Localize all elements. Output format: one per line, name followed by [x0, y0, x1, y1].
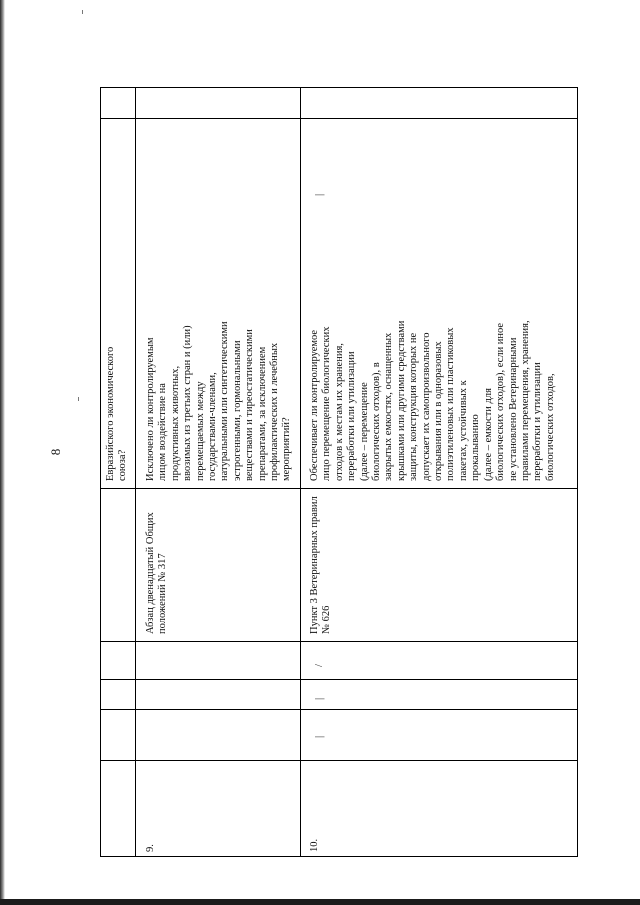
scan-edge-bottom: [0, 899, 640, 905]
column-divider: [101, 488, 577, 489]
row-question: Исключено ли контролируемым лицом воздействие на продуктивных животных, ввозимых из третьих стран и (или) перемещаемых между государствами-членами, натуральными или синтетическими эстрогенными, гормональными веществами и тиреостатическими препаратами, за исключением профилактических и лечебных мероприятий?: [145, 321, 293, 481]
scan-speck: [78, 397, 79, 401]
row-question: Обеспечивает ли контролируемое лицо перемещение биологических отходов к местам их хранения, переработки или утилизации (далее – перемещение биологических отходов), в закрытых емкостях, оснащенных крышками или другими средствами защиты, конструкция которых не допускает их самопроизвольного открывания или в одноразовых полиэтиленовых или пластиковых пакетах, устойчивых к прокалыванию (далее – емкости для биологических отходов), если иное не установлено Ветеринарными правилами перемещения, хранения, переработки и утилизации биологических отходов,: [309, 320, 556, 481]
row-requirement-reference: Пункт 3 Ветеринарных правил № 626: [309, 496, 333, 634]
column-divider: [101, 709, 577, 710]
column-divider: [101, 118, 577, 119]
answer-mark: |: [313, 193, 325, 196]
answer-mark: |: [313, 735, 325, 738]
answer-mark: |: [313, 697, 325, 700]
row-requirement-reference: Абзац двенадцатый Общих положений № 317: [145, 512, 169, 634]
row-number: 9.: [145, 844, 156, 852]
page-number: 8: [48, 448, 63, 456]
column-divider: [101, 760, 577, 761]
row-number: 10.: [309, 838, 320, 852]
row-divider: [300, 88, 301, 856]
answer-mark: /: [313, 663, 325, 667]
scan-edge-left: [0, 0, 5, 905]
column-divider: [135, 88, 136, 856]
column-divider: [101, 641, 577, 642]
column-divider: [101, 679, 577, 680]
scan-speck: [82, 10, 83, 14]
continued-question-text: Евразийского экономического союза?: [105, 346, 129, 481]
checklist-table: [100, 87, 578, 857]
